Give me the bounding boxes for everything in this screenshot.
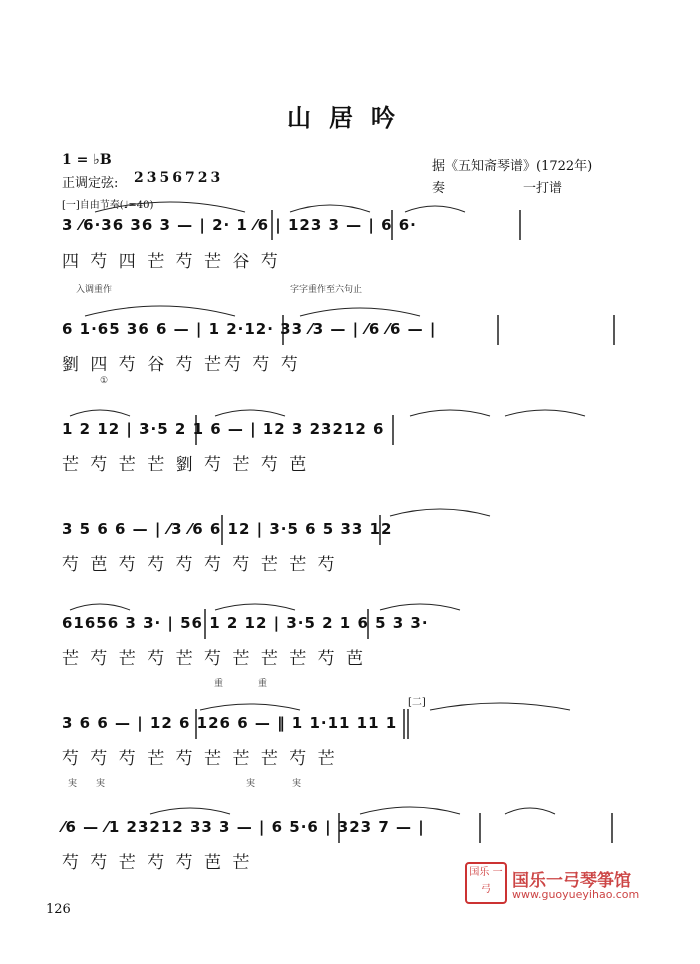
row-6-note-b: 実	[96, 779, 106, 789]
slur-row-3-b	[215, 410, 285, 416]
notation-row-4-numbers: 3 5 6 6 — | ⁄3 ⁄6 6 12 | 3·5 6 5 33 12	[62, 520, 393, 538]
notation-row-3-numbers: 1 2 12 | 3·5 2 1 6 — | 12 3 23212 6	[62, 420, 385, 438]
notation-row-5-jianzi: 芒 芍 芒 芍 芒 芍 芒 芒 芒 芍 芭	[62, 649, 367, 669]
page-title: 山居吟	[287, 103, 413, 132]
notation-row-6-numbers: 3 6 6 — | 12 6 126 6 — ‖ 1 1·11 11 1	[62, 714, 398, 732]
row-5-note-b: 重	[258, 679, 268, 689]
row-6-note-d: 実	[292, 779, 302, 789]
notation-row-1-numbers: 3 ⁄6·36 36 3 — | 2· 1 ⁄6 | 123 3 — | 6 6·	[62, 216, 417, 234]
row-6-note-a: 実	[68, 779, 78, 789]
key-signature: 1 = ♭B	[62, 152, 112, 168]
section-2-label: [二]	[408, 697, 426, 708]
watermark-url: www.guoyueyihao.com	[512, 888, 640, 901]
section-1-label: [一]自由节奏(♩=40)	[62, 200, 154, 211]
notation-row-7-jianzi: 芍 芍 芒 芍 芍 芭 芒	[62, 853, 253, 873]
slur-row-2-b	[300, 308, 420, 316]
notation-row-2-numbers: 6 1·65 36 6 — | 1 2·12· 33 ⁄3 — | ⁄6 ⁄6 — |	[62, 320, 437, 338]
notation-row-3-jianzi: 芒 芍 芒 芒 劉 芍 芒 芍 芭	[62, 455, 310, 475]
watermark-seal: 国乐 一弓	[465, 862, 507, 904]
row-5-note-a: 重	[214, 679, 224, 689]
tuning-label: 正调定弦:	[62, 176, 119, 191]
slur-row-5-b	[215, 604, 295, 610]
slur-row-1-a	[95, 202, 245, 212]
slur-row-3-d	[505, 410, 585, 416]
performer-credit: 奏 一打谱	[432, 181, 563, 196]
slur-row-1-b	[290, 205, 370, 212]
notation-row-5-numbers: 61656 3 3· | 56 1 2 12 | 3·5 2 1 6 5 3 3·	[62, 614, 429, 632]
slur-row-5-a	[70, 604, 130, 610]
slur-row-3-a	[70, 410, 130, 416]
row-2-note-a: ①	[100, 376, 109, 386]
tuning-notes: 2356723	[134, 170, 224, 186]
notation-row-1-jianzi: 四 芍 四 芒 芍 芒 谷 芍	[62, 252, 281, 272]
slur-row-5-c	[380, 604, 460, 610]
slur-row-1-c	[405, 206, 465, 212]
notation-row-6-jianzi: 芍 芍 芍 芒 芍 芒 芒 芒 芍 芒	[62, 749, 338, 769]
slur-row-7-a	[150, 808, 230, 814]
notation-row-4-jianzi: 芍 芭 芍 芍 芍 芍 芍 芒 芒 芍	[62, 555, 338, 575]
slur-row-3-c	[410, 410, 490, 416]
slur-row-4-a	[390, 509, 490, 516]
row-1-note-b: 字字重作至六句止	[290, 285, 363, 295]
row-6-note-c: 実	[246, 779, 256, 789]
slur-row-6-a	[200, 704, 300, 710]
notation-row-2-jianzi: 劉 四 芍 谷 芍 芒芍 芍 芍	[62, 355, 301, 375]
row-1-note-a: 入调重作	[76, 285, 113, 295]
slur-row-7-c	[505, 808, 555, 814]
watermark-text: 国乐一弓琴筝馆	[512, 871, 631, 891]
source-citation: 据《五知斋琴谱》(1722年)	[432, 159, 593, 174]
slur-row-6-b	[430, 703, 570, 710]
notation-row-7-numbers: ⁄6 — ⁄1 23212 33 3 — | 6 5·6 | 323 7 — |	[62, 818, 425, 836]
slur-row-7-b	[360, 807, 460, 814]
slur-row-2-a	[85, 306, 235, 316]
page-number: 126	[46, 902, 71, 917]
